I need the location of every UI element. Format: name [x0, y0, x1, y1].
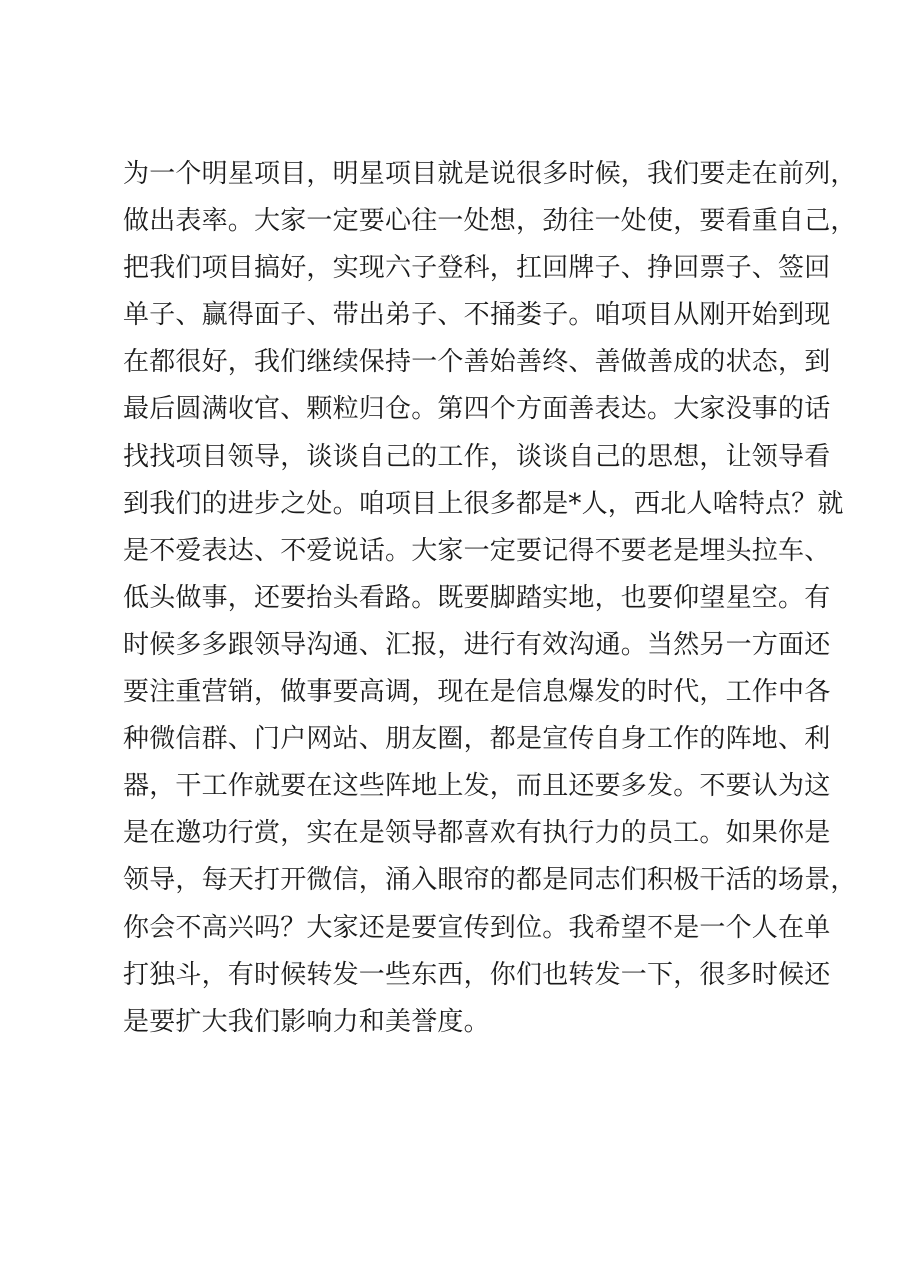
text-line: 领导，每天打开微信，涌入眼帘的都是同志们积极干活的场景，: [123, 865, 857, 896]
body-paragraph: [123, 151, 857, 1046]
text-line: 低头做事，还要抬头看路。既要脚踏实地，也要仰望星空。有: [123, 582, 831, 613]
text-line: 是要扩大我们影响力和美誉度。: [123, 1006, 490, 1037]
text-line: 种微信群、门户网站、朋友圈，都是宣传自身工作的阵地、利: [123, 724, 831, 755]
text-line: 你会不高兴吗？大家还是要宣传到位。我希望不是一个人在单: [123, 912, 831, 943]
text-line: 做出表率。大家一定要心往一处想，劲往一处使，要看重自己，: [123, 206, 857, 237]
text-line: 到我们的进步之处。咱项目上很多都是*人，西北人啥特点？就: [123, 488, 844, 519]
text-line: 在都很好，我们继续保持一个善始善终、善做善成的状态，到: [123, 347, 831, 378]
text-line: 打独斗，有时候转发一些东西，你们也转发一下，很多时候还: [123, 959, 831, 990]
text-line: 器，干工作就要在这些阵地上发，而且还要多发。不要认为这: [123, 771, 831, 802]
text-line: 为一个明星项目，明星项目就是说很多时候，我们要走在前列，: [123, 159, 857, 189]
text-line: 是在邀功行赏，实在是领导都喜欢有执行力的员工。如果你是: [123, 818, 831, 849]
text-line: 单子、赢得面子、带出弟子、不捅娄子。咱项目从刚开始到现: [123, 300, 831, 331]
text-line: 时候多多跟领导沟通、汇报，进行有效沟通。当然另一方面还: [123, 629, 831, 660]
text-line: 找找项目领导，谈谈自己的工作，谈谈自己的思想，让领导看: [123, 441, 831, 472]
text-line: 把我们项目搞好，实现六子登科，扛回牌子、挣回票子、签回: [123, 253, 831, 284]
text-line: 是不爱表达、不爱说话。大家一定要记得不要老是埋头拉车、: [123, 535, 831, 566]
text-line: 要注重营销，做事要高调，现在是信息爆发的时代，工作中各: [123, 677, 831, 708]
text-line: 最后圆满收官、颗粒归仓。第四个方面善表达。大家没事的话: [123, 394, 831, 425]
